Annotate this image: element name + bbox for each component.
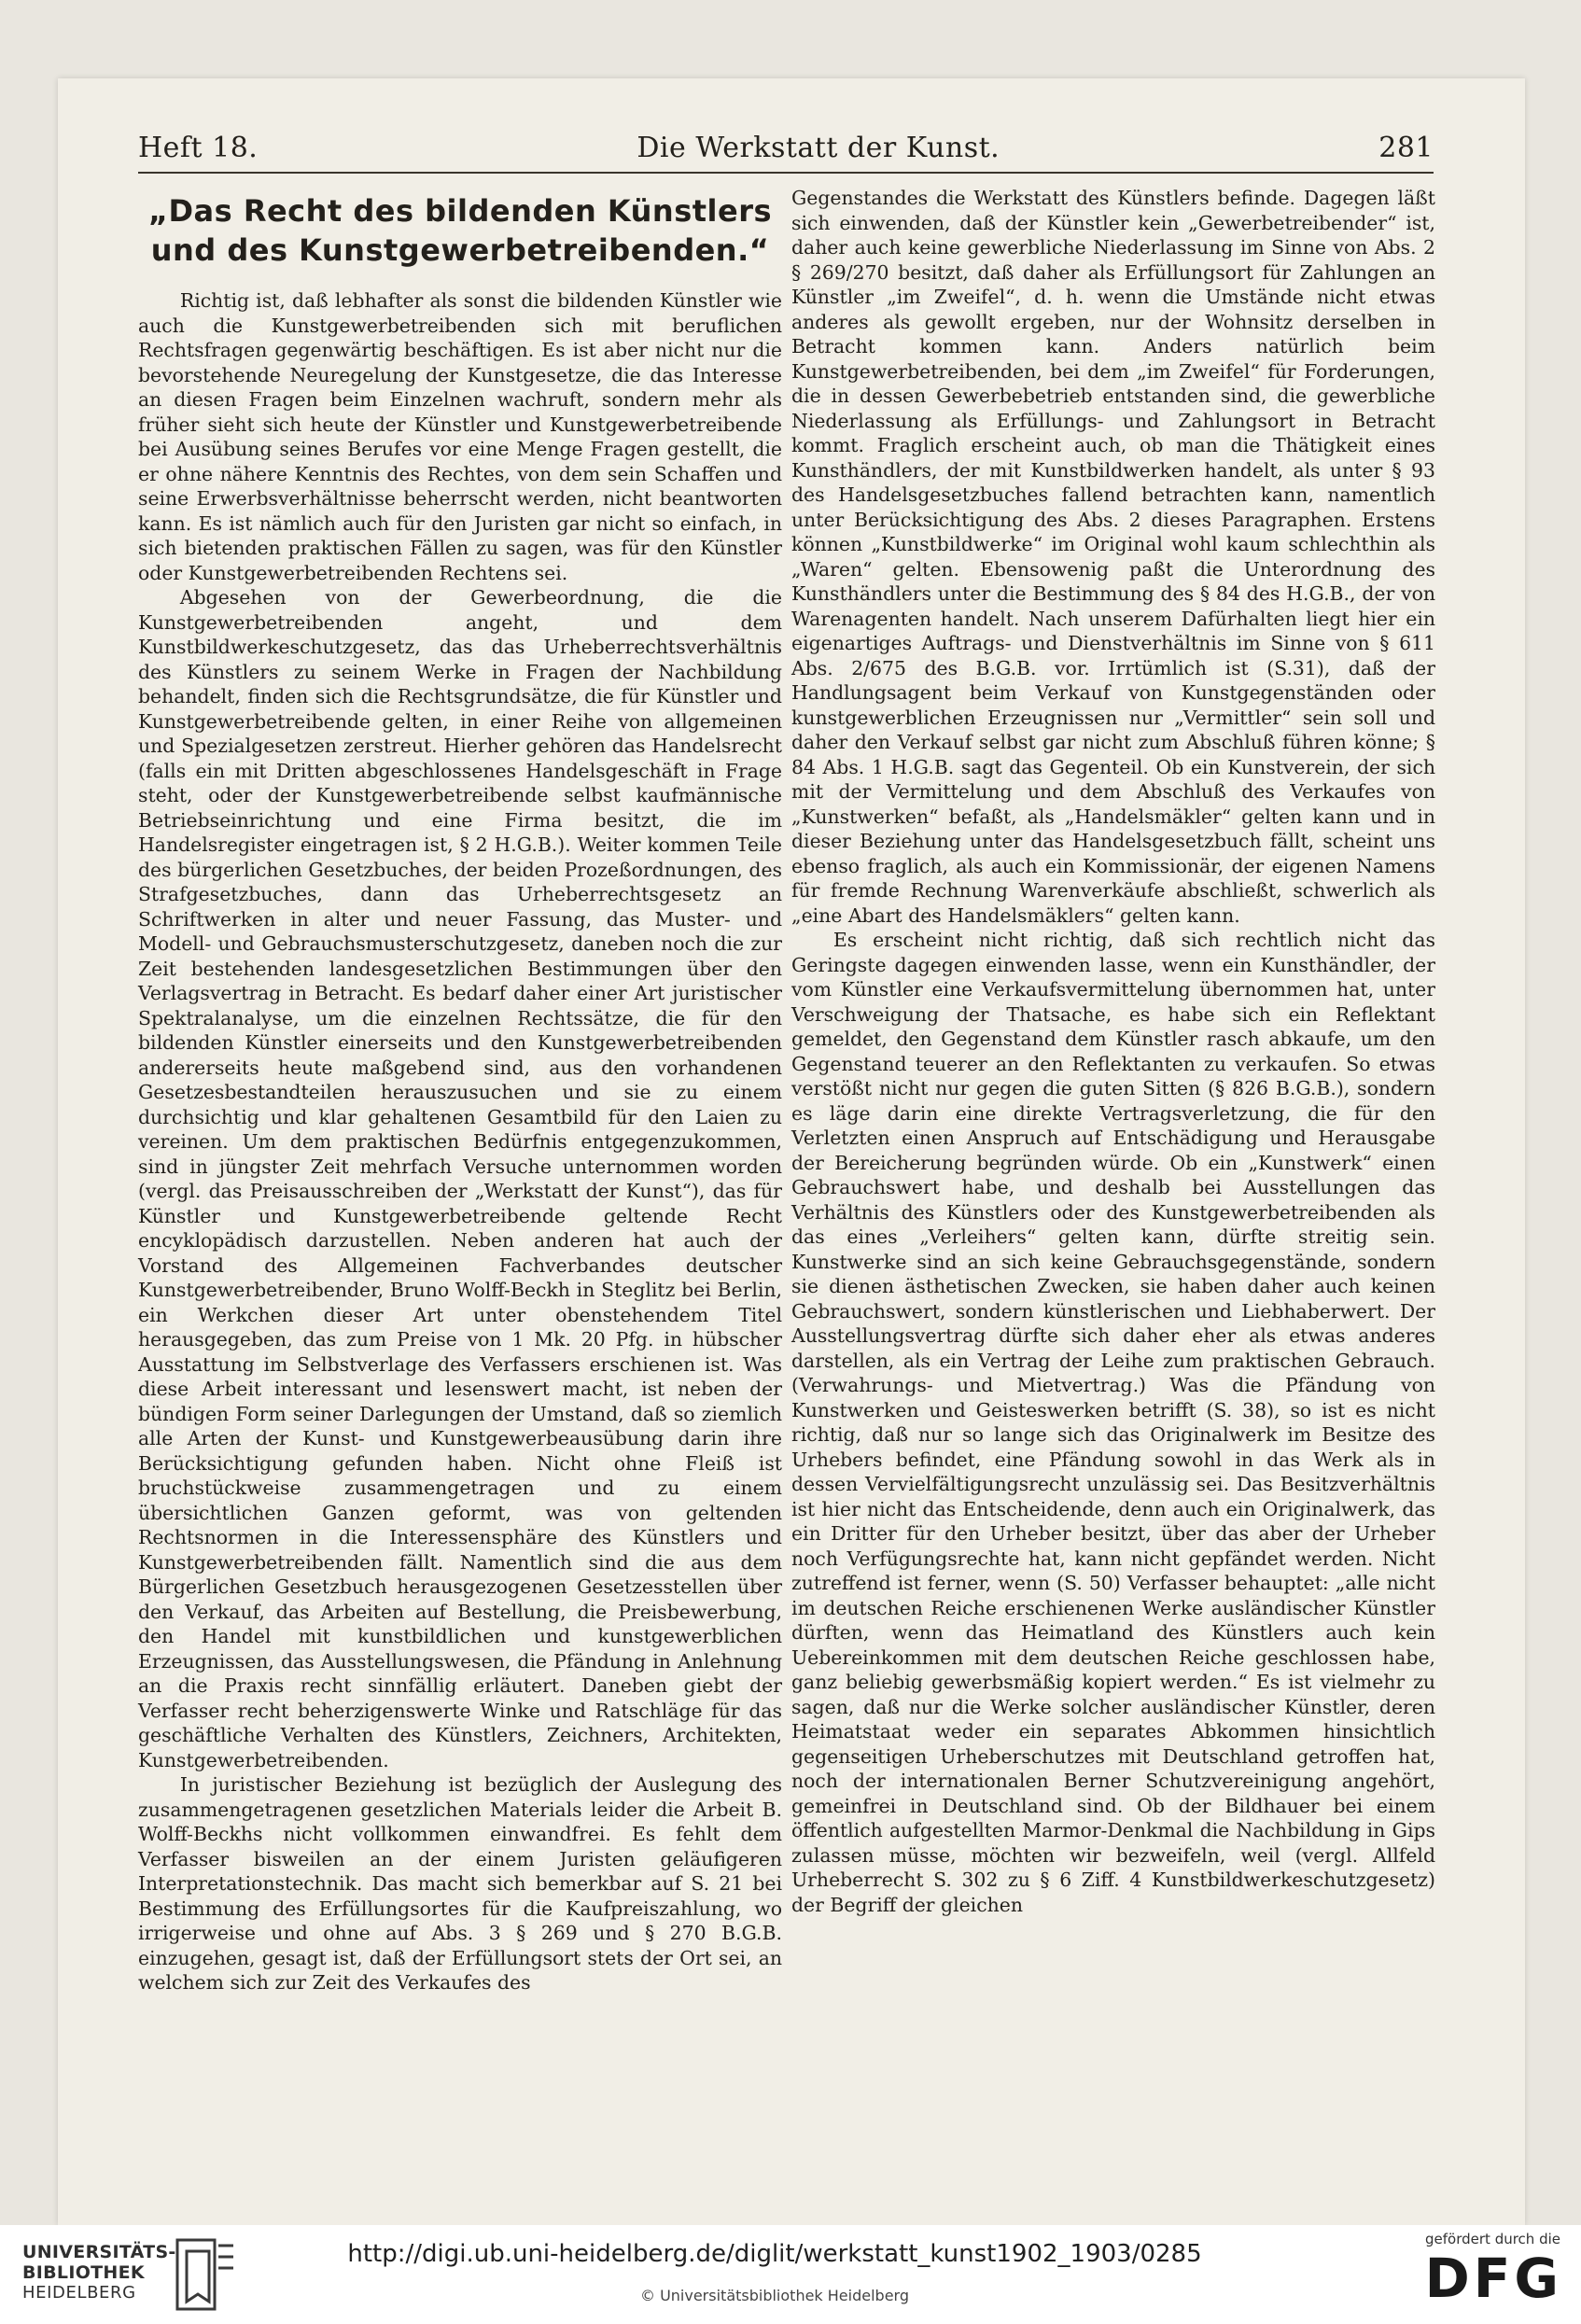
dfg-wordmark: DFG bbox=[1424, 2247, 1562, 2310]
library-name bbox=[22, 2242, 176, 2303]
library-name-line-3: HEIDELBERG bbox=[22, 2283, 136, 2303]
right-paragraph-1: Gegenstandes die Werkstatt des Künstlers befinde. Dagegen läßt sich einwenden, daß der Künstler kein „Gewerbetreibender“ ist, daher auch keine gewerbliche Niederlassung im Sinne von Abs. 2 § 269/270 besitzt, daß daher als Erfüllungsort für Zahlungen an Künstler „im Zweifel“, d. h. wenn die Umstände nicht etwas anderes als gewollt ergeben, nur der Wohnsitz derselben in Betracht kommen kann. Anders natürlich beim Kunstgewerbetreibenden, bei dem „im Zweifel“ für Forderungen, die in dessen Gewerbebetrieb entstanden sind, die gewerbliche Niederlassung als Erfüllungs- und Zahlungsort in Betracht kommt. Fraglich erscheint auch, ob man die Thätigkeit eines Kunsthändlers, der mit Kunstbildwerken handelt, als unter § 93 des Handelsgesetzbuches fallend betrachten kann, namentlich unter Berücksichtigung des Abs. 2 dieses Paragraphen. Erstens können „Kunstbildwerke“ im Original wohl kaum schlechthin als „Waren“ gelten. Ebensowenig paßt die Unterordnung des Kunsthändlers unter die Bestimmung des § 84 des H.G.B., der von Warenagenten handelt. Nach unserem Dafürhalten liegt hier ein eigenartiges Auftrags- und Dienstverhältnis im Sinne von § 611 Abs. 2/675 des B.G.B. vor. Irrtümlich ist (S.31), daß der Handlungsagent beim Verkauf von Kunstgegenständen oder kunstgewerblichen Erzeugnissen nur „Vermittler“ sein soll und daher den Verkauf selbst gar nicht zum Abschluß führen könne; § 84 Abs. 1 H.G.B. sagt das Gegenteil. Ob ein Kunstverein, der sich mit der Vermittelung und dem Abschluß des Verkaufes von „Kunstwerken“ befaßt, als „Handelsmäkler“ gelten kann und in dieser Beziehung unter das Handelsgesetzbuch fällt, scheint uns ebenso fraglich, als auch ein Kommissionär, der eigenen Namens für fremde Rechnung Warenverkäufe abschließt, schwerlich als „eine Abart des Handelsmäklers“ gelten kann. bbox=[791, 187, 1435, 927]
left-paragraph-2: Abgesehen von der Gewerbeordnung, die die Kunstgewerbetreibenden angeht, und dem Kunstbildwerkeschutzgesetz, das das Urheberrechtsverhältnis des Künstlers zu seinem Werke in Fragen der Nachbildung behandelt, finden sich die Rechtsgrundsätze, die für Künstler und Kunstgewerbetreibende gelten, in einer Reihe von allgemeinen und Spezialgesetzen zerstreut. Hierher gehören das Handelsrecht (falls ein mit Dritten abgeschlossenes Handelsgeschäft in Frage steht, oder der Kunstgewerbetreibende selbst kaufmännische Betriebseinrichtung und eine Firma besitzt, die im Handelsregister eingetragen ist, § 2 H.G.B.). Weiter kommen Teile des bürgerlichen Gesetzbuches, der beiden Prozeßordnungen, des Strafgesetzbuches, dann das Urheberrechtsgesetz an Schriftwerken in alter und neuer Fassung, das Muster- und Modell- und Gebrauchsmusterschutzgesetz, daneben noch die zur Zeit bestehenden landesgesetzlichen Bestimmungen über den Verlagsvertrag in Betracht. Es bedarf daher einer Art juristischer Spektralanalyse, um die einzelnen Rechtssätze, die für den bildenden Künstler einerseits und den Kunstgewerbetreibenden andererseits heute maßgebend sind, aus den vorhandenen Gesetzesbestandteilen herauszusuchen und sie zu einem durchsichtig und klar gehaltenen Gesamtbild für den Laien zu vereinen. Um dem praktischen Bedürfnis entgegenzukommen, sind in jüngster Zeit mehrfach Versuche unternommen worden (vergl. das Preisausschreiben der „Werkstatt der Kunst“), das für Künstler und Kunstgewerbetreibende geltende Recht encyklopädisch darzustellen. Neben anderen hat auch der Vorstand des Allgemeinen Fachverbandes deutscher Kunstgewerbetreibender, Bruno Wolff-Beckh in Steglitz bei Berlin, ein Werkchen dieser Art unter obenstehendem Titel herausgegeben, das zum Preise von 1 Mk. 20 Pfg. in hübscher Ausstattung im Selbstverlage des Verfassers erschienen ist. Was diese Arbeit interessant und lesenswert macht, ist neben der bündigen Form seiner Darlegungen der Umstand, daß so ziemlich alle Arten der Kunst- und Kunstgewerbeausübung darin ihre Berücksichtigung gefunden haben. Nicht ohne Fleiß ist bruchstückweise zusammengetragen und zu einem übersichtlichen Ganzen geformt, was von geltenden Rechtsnormen in die Interessensphäre des Künstlers und Kunstgewerbetreibenden fällt. Namentlich sind die aus dem Bürgerlichen Gesetzbuch herausgezogenen Gesetzesstellen über den Verkauf, das Arbeiten auf Bestellung, die Preisbewerbung, den Handel mit kunstbildlichen und kunstgewerblichen Erzeugnissen, das Ausstellungswesen, die Pfändung in Anlehnung an die Praxis recht sinnfällig erläutert. Daneben giebt der Verfasser recht beherzigenswerte Winke und Ratschläge für das geschäftliche Verhalten des Künstlers, Zeichners, Architekten, Kunstgewerbetreibenden. bbox=[138, 586, 782, 1771]
copyright-notice: © Universitätsbibliothek Heidelberg bbox=[639, 2287, 909, 2304]
header-page-number: 281 bbox=[1378, 132, 1434, 164]
left-column bbox=[138, 186, 782, 1995]
left-paragraph-3: In juristischer Beziehung ist bezüglich der Auslegung des zusammengetragenen gesetzlichen Materials leider die Arbeit B. Wolff-Beckhs nicht vollkommen einwandfrei. Es fehlt dem Verfasser bisweilen an der einem Juristen geläufigeren Interpretationstechnik. Das macht sich bemerkbar auf S. 21 bei Bestimmung des Erfüllungsortes für die Kaufpreiszahlung, wo irrigerweise und ohne auf Abs. 3 § 269 und § 270 B.G.B. einzugehen, gesagt ist, daß der Erfüllungsort stets der Ort sei, an welchem sich zur Zeit des Verkaufes des bbox=[138, 1773, 782, 1994]
header-issue: Heft 18. bbox=[138, 132, 259, 164]
library-logo[interactable] bbox=[17, 2236, 259, 2313]
right-paragraph-2: Es erscheint nicht richtig, daß sich rechtlich nicht das Geringste dagegen einwenden lasse, wenn ein Kunsthändler, der vom Künstler eine Verkaufsvermittelung übernommen hat, unter Verschweigung der Thatsache, es habe sich ein Reflektant gemeldet, den Gegenstand dem Künstler rasch abkaufe, um den Gegenstand teuerer an den Reflektanten zu verkaufen. So etwas verstößt nicht nur gegen die guten Sitten (§ 826 B.G.B.), sondern es läge darin eine direkte Vertragsverletzung, die für den Verletzten einen Anspruch auf Entschädigung und Herausgabe der Bereicherung begründen würde. Ob ein „Kunstwerk“ einen Gebrauchswert habe, und deshalb bei Ausstellungen das Verhältnis des Künstlers oder des Kunstgewerbetreibenden als das eines „Verleihers“ gelten kann, dürfte streitig sein. Kunstwerke sind an sich keine Gebrauchsgegenstände, sondern sie dienen ästhetischen Zwecken, sie haben daher auch keinen Gebrauchswert, sondern künstlerischen und Liebhaberwert. Der Ausstellungsvertrag dürfte sich daher eher als etwas anderes darstellen, als ein Vertrag der Leihe zum praktischen Gebrauch. (Verwahrungs- und Mietvertrag.) Was die Pfändung von Kunstwerken und Geisteswerken betrifft (S. 38), so ist es nicht richtig, daß nur so lange sich das Originalwerk im Besitze des Urhebers befindet, eine Pfändung sowohl in das Werk als in dessen Vervielfältigungsrecht unzulässig sei. Das Besitzverhältnis ist hier nicht das Entscheidende, denn auch ein Originalwerk, das ein Dritter für den Urheber besitzt, über das aber der Urheber noch Verfügungsrechte hat, kann nicht gepfändet werden. Nicht zutreffend ist ferner, wenn (S. 50) Verfasser behauptet: „alle nicht im deutschen Reiche erschienenen Werke ausländischer Künstler dürften, wenn das Heimatland des Künstlers auch kein Uebereinkommen mit dem deutschen Reiche geschlossen habe, ganz beliebig gewerbsmäßig kopiert werden.“ Es ist vielmehr zu sagen, daß nur die Werke solcher ausländischer Künstler, deren Heimatstaat weder ein separates Abkommen hinsichtlich gegenseitigen Urheberschutzes mit Deutschland getroffen hat, noch der internationalen Berner Schutzvereinigung angehört, gemeinfrei in Deutschland sind. Ob der Bildhauer bei einem öffentlich aufgestellten Marmor-Denkmal die Nachbildung in Gips zulassen müsse, möchten wir bezweifeln, weil (vergl. Allfeld Urheberrecht S. 302 zu § 6 Ziff. 4 Kunstbildwerkeschutzgesetz) der Begriff der gleichen bbox=[791, 929, 1435, 1916]
funded-by-label: gefördert durch die bbox=[1425, 2231, 1560, 2247]
right-column bbox=[791, 186, 1435, 1917]
scanned-page bbox=[58, 78, 1525, 2225]
dfg-logo[interactable] bbox=[1353, 2231, 1568, 2320]
permalink-url[interactable]: http://digi.ub.uni-heidelberg.de/diglit/werkstatt_kunst1902_1903/0285 bbox=[347, 2240, 1202, 2268]
header-journal-title: Die Werkstatt der Kunst. bbox=[637, 132, 1000, 164]
left-paragraph-1: Richtig ist, daß lebhafter als sonst die bildenden Künstler wie auch die Kunstgewerbetreibenden sich mit beruflichen Rechtsfragen gegenwärtig beschäftigen. Es ist aber nicht nur die bevorstehende Neuregelung der Kunstgesetze, die das Interesse an diesen Fragen beim Einzelnen wachruft, sondern mehr als früher sieht sich heute der Künstler und Kunstgewerbetreibende bei Ausübung seines Berufes vor eine Menge Fragen gestellt, die er ohne nähere Kenntnis des Rechtes, von dem sein Schaffen und seine Erwerbsverhältnisse beherrscht werden, nicht beantworten kann. Es ist nämlich auch für den Juristen gar nicht so einfach, in sich bietenden praktischen Fällen zu sagen, was für den Künstler oder Kunstgewerbetreibenden Rechtens sei. bbox=[138, 289, 782, 584]
footer-bar bbox=[0, 2225, 1581, 2324]
library-name-line-2: BIBLIOTHEK bbox=[22, 2262, 145, 2283]
article-title: „Das Recht des bildenden Künstlers und des Kunstgewerbetreibenden.“ bbox=[147, 193, 773, 268]
library-name-line-1: UNIVERSITÄTS- bbox=[22, 2242, 176, 2262]
header-rule bbox=[138, 172, 1434, 174]
heidelberg-seal-icon bbox=[172, 2236, 239, 2313]
running-header bbox=[138, 112, 1434, 164]
